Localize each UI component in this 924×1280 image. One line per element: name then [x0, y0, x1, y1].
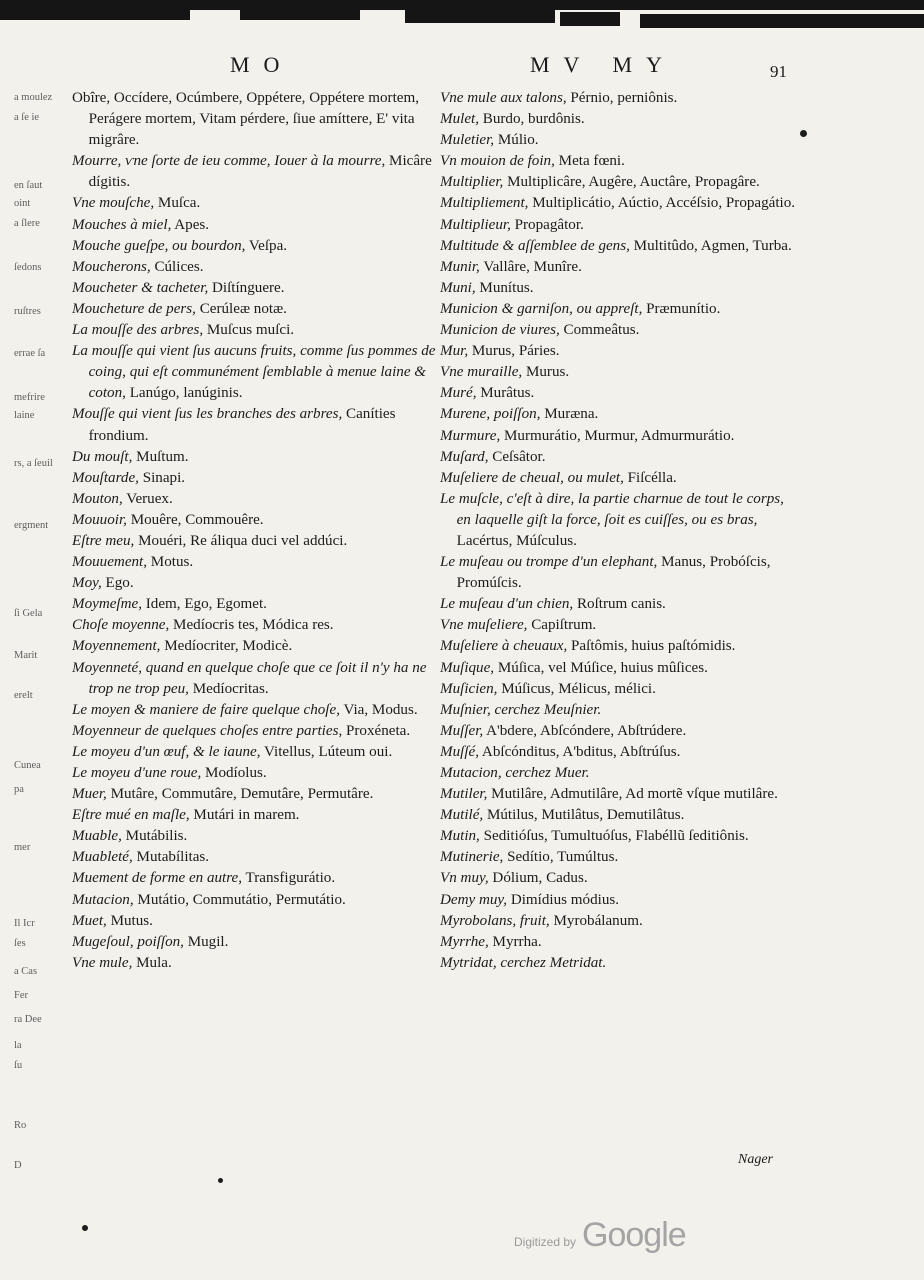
- entry-french: Choſe moyenne,: [72, 617, 170, 634]
- entry-french: Multiplier,: [440, 174, 504, 191]
- entry-latin: Murus, Páries.: [468, 343, 560, 360]
- entry-french: Mouſtarde,: [72, 469, 139, 486]
- entry-latin: Idem, Ego, Egomet.: [142, 596, 267, 613]
- entry-french: Mouton,: [72, 490, 123, 507]
- entry-latin: Mutabílitas.: [132, 849, 210, 866]
- entry-french: Le muſeau d'un chien,: [440, 596, 574, 613]
- dictionary-entry: [440, 489, 800, 552]
- catchword: Nager: [738, 1152, 773, 1167]
- entry-latin: Pérnio, perniônis.: [566, 90, 678, 106]
- entry-latin: Roſtrum canis.: [573, 596, 666, 613]
- dictionary-entry: [72, 784, 440, 805]
- entry-french: Eſtre mué en maſle,: [72, 807, 190, 824]
- entry-french: Mouches à miel,: [72, 216, 172, 233]
- dictionary-entry: [440, 236, 800, 257]
- entry-french: Murene, poiſſon,: [440, 406, 541, 423]
- entry-latin: Obîre, Occídere, Ocúmbere, Oppétere, Oppétere mortem, Perágere mortem, Vitam pérdere, ſiue amíttere, E' vita migrâre.: [72, 90, 419, 149]
- dictionary-entry: [72, 404, 440, 446]
- dictionary-entry: [72, 826, 440, 847]
- dictionary-entry: [72, 615, 440, 636]
- entry-french: Muſard,: [440, 448, 489, 465]
- dictionary-entry: [440, 193, 800, 214]
- margin-note: a Cas: [14, 966, 38, 977]
- entry-french: Muſeliere à cheuaux,: [440, 638, 568, 655]
- margin-note: mefrire: [14, 392, 45, 403]
- entry-french: Municion & garniſon, ou appreſt,: [440, 300, 643, 317]
- entry-french: Mutinerie,: [440, 849, 504, 866]
- dictionary-entry: [72, 742, 440, 763]
- entry-french: Moucherons,: [72, 258, 151, 275]
- dictionary-entry: [440, 784, 800, 805]
- dictionary-entry: [440, 278, 800, 299]
- entry-french: Moucheture de pers,: [72, 300, 196, 317]
- margin-note: D: [14, 1160, 22, 1171]
- entry-french: Vne mouſche,: [72, 195, 155, 212]
- dictionary-entry: [72, 341, 440, 404]
- running-head-right: MV MY: [530, 52, 677, 77]
- dictionary-entry: [72, 552, 440, 573]
- entry-french: Munir,: [440, 258, 480, 275]
- entry-latin: Murus.: [522, 364, 570, 381]
- ink-spot: [800, 130, 807, 137]
- margin-note: laine: [14, 410, 35, 421]
- entry-latin: Cerúleæ notæ.: [195, 300, 287, 317]
- dictionary-entry: [440, 552, 800, 594]
- entry-latin: Ego.: [101, 575, 134, 592]
- dictionary-entry: [72, 447, 440, 468]
- dictionary-entry: [72, 320, 440, 341]
- dictionary-entry: [72, 805, 440, 826]
- entry-french: Multiplieur,: [440, 216, 511, 233]
- entry-french: Muſeliere de cheual, ou mulet,: [440, 469, 624, 486]
- entry-latin: Medíocritas.: [188, 680, 269, 697]
- entry-latin: Veſpa.: [245, 237, 288, 254]
- entry-french: Muſicien,: [440, 680, 498, 697]
- margin-note: Cunea: [14, 760, 41, 771]
- entry-latin: Vitellus, Lúteum oui.: [260, 743, 393, 760]
- entry-french: La mouſſe qui vient ſus aucuns fruits, comme ſus pommes de coing, qui eſt communément ſemblable à menue laine & coton,: [72, 343, 436, 402]
- dictionary-entry: [72, 658, 440, 700]
- dictionary-entry: [72, 700, 440, 721]
- watermark-prefix: Digitized by: [514, 1235, 577, 1249]
- margin-note: ra Dee: [14, 1014, 42, 1025]
- entry-french: Muable,: [72, 828, 122, 845]
- entry-french: Moucheter & tacheter,: [72, 279, 209, 296]
- entry-latin: Mouêre, Commouêre.: [126, 511, 264, 528]
- entry-latin: Sinapi.: [138, 469, 186, 486]
- entry-french: Vne mule aux talons,: [440, 90, 567, 106]
- entry-latin: A'bdere, Abſcóndere, Abſtrúdere.: [483, 722, 687, 739]
- dictionary-entry: [72, 88, 440, 151]
- entry-latin: Mutábilis.: [121, 828, 188, 845]
- entry-latin: Mutári in marem.: [189, 807, 300, 824]
- entry-french: Multitude & aſſemblee de gens,: [440, 237, 630, 254]
- dictionary-entry: [72, 721, 440, 742]
- entry-latin: Veruex.: [122, 490, 173, 507]
- margin-note: ſi Gela: [14, 608, 43, 619]
- entry-french: Muré,: [440, 385, 477, 402]
- dictionary-entry: [440, 805, 800, 826]
- entry-french: Moy,: [72, 575, 102, 592]
- entry-latin: Vallâre, Munîre.: [479, 258, 582, 275]
- dictionary-entry: [440, 88, 800, 109]
- entry-latin: Mugil.: [183, 933, 229, 950]
- entry-french: Vne mule,: [72, 954, 133, 971]
- entry-french: Mouuement,: [72, 554, 148, 571]
- entry-latin: Myrobálanum.: [549, 912, 643, 929]
- entry-french: Murmure,: [440, 427, 501, 444]
- entry-french: Muer,: [72, 786, 107, 803]
- dictionary-entry: [440, 257, 800, 278]
- entry-latin: Sedítio, Tumúltus.: [503, 849, 619, 866]
- entry-latin: Mouéri, Re áliqua duci vel addúci.: [134, 532, 348, 549]
- dictionary-entry: [440, 890, 800, 911]
- entry-latin: Mútilus, Mutilâtus, Demutilâtus.: [483, 807, 685, 824]
- entry-latin: Dólium, Cadus.: [488, 870, 588, 887]
- entry-latin: Apes.: [171, 216, 210, 233]
- dictionary-entry: [440, 721, 800, 742]
- margin-note: la: [14, 1040, 22, 1051]
- dictionary-entry: [72, 953, 440, 974]
- dictionary-entry: [440, 320, 800, 341]
- margin-notes: [0, 0, 70, 1230]
- entry-latin: Mutátio, Commutátio, Permutátio.: [133, 891, 346, 908]
- dictionary-entry: [440, 826, 800, 847]
- entry-french: Le muſeau ou trompe d'un elephant,: [440, 554, 658, 571]
- entry-latin: Múſica, vel Múſice, huius mûſices.: [494, 659, 708, 676]
- left-column: [72, 88, 440, 974]
- dictionary-entry: [440, 404, 800, 425]
- entry-latin: Meta fœni.: [554, 153, 625, 170]
- entry-french: Mutacion, cerchez Muer.: [440, 765, 590, 781]
- entry-french: Myrobolans, fruit,: [440, 912, 550, 929]
- dictionary-entry: [72, 763, 440, 784]
- dictionary-entry: [440, 109, 800, 130]
- entry-latin: Múlio.: [494, 132, 539, 149]
- entry-french: Muſſé,: [440, 743, 479, 760]
- entry-french: Mourre, ѵne ſorte de ieu comme, Iouer à la mourre,: [72, 153, 386, 170]
- dictionary-entry: [440, 658, 800, 679]
- dictionary-entry: [72, 299, 440, 320]
- dictionary-entry: [440, 341, 800, 362]
- dictionary-entry: [72, 489, 440, 510]
- margin-note: a moulez: [14, 92, 53, 103]
- dictionary-entry: [440, 172, 800, 193]
- entry-latin: Muræna.: [540, 406, 599, 423]
- entry-french: Du mouſt,: [72, 448, 133, 465]
- entry-french: Muſique,: [440, 659, 495, 676]
- entry-french: Le moyeu d'un œuf, & le iaune,: [72, 743, 261, 760]
- entry-french: Mouuoir,: [72, 511, 127, 528]
- entry-french: Mutiler,: [440, 786, 488, 803]
- dictionary-entry: [440, 679, 800, 700]
- entry-latin: Muſcus muſci.: [203, 322, 295, 339]
- entry-latin: Micâre dígitis.: [88, 153, 432, 191]
- dictionary-entry: [72, 890, 440, 911]
- entry-latin: Commeâtus.: [559, 322, 640, 339]
- margin-note: a ſlere: [14, 218, 40, 229]
- dictionary-entry: [440, 215, 800, 236]
- entry-french: Multipliement,: [440, 195, 529, 212]
- entry-latin: Murâtus.: [476, 385, 535, 402]
- ink-spot: [82, 1225, 88, 1231]
- entry-latin: Fiſcélla.: [623, 469, 677, 486]
- dictionary-entry: [440, 911, 800, 932]
- entry-french: Moyennement,: [72, 638, 161, 655]
- margin-note: erelt: [14, 690, 33, 701]
- margin-note: Marit: [14, 650, 38, 661]
- dictionary-entry: [440, 953, 800, 974]
- entry-latin: Motus.: [147, 554, 194, 571]
- entry-french: Muet,: [72, 912, 107, 929]
- entry-french: Vn muy,: [440, 870, 489, 887]
- entry-french: Le muſcle, c'eſt à dire, la partie charnue de tout le corps, en laquelle giſt la force, ſoit es cuiſſes, ou es bras,: [440, 490, 784, 528]
- dictionary-entry: [440, 700, 800, 721]
- entry-french: Vn mouion de foin,: [440, 153, 555, 170]
- entry-latin: Múſicus, Mélicus, mélici.: [497, 680, 656, 697]
- dictionary-entry: [72, 468, 440, 489]
- entry-latin: Paſtômis, huius paſtómidis.: [567, 638, 736, 655]
- dictionary-entry: [72, 510, 440, 531]
- right-column: [440, 88, 800, 974]
- dictionary-entry: [440, 636, 800, 657]
- margin-note: en ſaut: [14, 180, 43, 191]
- dictionary-entry: [440, 130, 800, 151]
- margin-note: ruſtres: [14, 306, 41, 317]
- dictionary-entry: [72, 932, 440, 953]
- dictionary-entry: [72, 236, 440, 257]
- dictionary-entry: [72, 868, 440, 889]
- entry-french: Mur,: [440, 343, 469, 360]
- dictionary-entry: [72, 151, 440, 193]
- entry-french: Mytridat, cerchez Metridat.: [440, 954, 607, 971]
- dictionary-entry: [72, 911, 440, 932]
- entry-latin: Caníties frondium.: [88, 406, 396, 444]
- entry-latin: Multitûdo, Agmen, Turba.: [629, 237, 792, 254]
- dictionary-entry: [440, 763, 800, 784]
- entry-latin: Modíolus.: [201, 765, 267, 781]
- entry-french: Muableté,: [72, 849, 133, 866]
- running-head-left: MO: [230, 52, 294, 77]
- entry-latin: Medíocris tes, Módica res.: [169, 617, 334, 634]
- dictionary-entry: [440, 932, 800, 953]
- margin-note: rs, a ſeuil: [14, 458, 53, 469]
- entry-latin: Cúlices.: [150, 258, 204, 275]
- margin-note: Fer: [14, 990, 28, 1001]
- dictionary-entry: [440, 615, 800, 636]
- entry-latin: Seditióſus, Tumultuóſus, Flabéllũ ſeditiônis.: [479, 828, 749, 845]
- entry-french: Mutin,: [440, 828, 480, 845]
- entry-french: Moymeſme,: [72, 596, 142, 613]
- entry-latin: Medíocriter, Modicè.: [160, 638, 293, 655]
- margin-note: ſes: [14, 938, 26, 949]
- entry-french: Mulet,: [440, 111, 479, 128]
- entry-french: Moyenneté, quand en quelque choſe que ce ſoit il n'y ha ne trop ne trop peu,: [72, 659, 427, 697]
- entry-french: Le moyen & maniere de faire quelque choſe,: [72, 701, 340, 718]
- dictionary-entry: [440, 868, 800, 889]
- entry-latin: Dimídius módius.: [507, 891, 620, 908]
- entry-latin: Muſtum.: [132, 448, 189, 465]
- entry-french: Muletier,: [440, 132, 495, 149]
- entry-latin: Mula.: [132, 954, 172, 971]
- dictionary-entry: [72, 847, 440, 868]
- entry-latin: Murmurátio, Murmur, Admurmurátio.: [500, 427, 735, 444]
- entry-latin: Multiplicâre, Augêre, Auctâre, Propagâre.: [503, 174, 760, 191]
- dictionary-entry: [440, 426, 800, 447]
- entry-latin: Transfigurátio.: [242, 870, 336, 887]
- dictionary-entry: [72, 193, 440, 214]
- entry-french: Moyenneur de quelques choſes entre parties,: [72, 722, 343, 739]
- dictionary-entry: [440, 742, 800, 763]
- entry-french: Vne muſeliere,: [440, 617, 528, 634]
- entry-latin: Multiplicátio, Aúctio, Accéſsio, Propagátio.: [528, 195, 796, 212]
- dictionary-entry: [440, 468, 800, 489]
- margin-note: errae ſa: [14, 348, 46, 359]
- dictionary-entry: [440, 362, 800, 383]
- ink-spot: [218, 1178, 223, 1183]
- google-logo: Google: [582, 1216, 686, 1254]
- entry-french: Muſſer,: [440, 722, 484, 739]
- entry-latin: Proxéneta.: [342, 722, 411, 739]
- entry-latin: Propagâtor.: [510, 216, 584, 233]
- dictionary-entry: [72, 573, 440, 594]
- dictionary-entry: [72, 594, 440, 615]
- scan-top-edge: [0, 0, 924, 34]
- entry-latin: Lacértus, Múſculus.: [456, 532, 577, 549]
- entry-french: Vne muraille,: [440, 364, 523, 381]
- margin-note: mer: [14, 842, 31, 853]
- entry-latin: Munítus.: [475, 279, 534, 296]
- margin-note: a ſe ie: [14, 112, 40, 123]
- entry-latin: Mutâre, Commutâre, Demutâre, Permutâre.: [106, 786, 374, 803]
- margin-note: ſu: [14, 1060, 23, 1071]
- entry-latin: Myrrha.: [488, 933, 542, 950]
- dictionary-entry: [440, 383, 800, 404]
- entry-latin: Mutilâre, Admutilâre, Ad mortẽ vſque mutilâre.: [487, 786, 778, 803]
- entry-french: Demy muy,: [440, 891, 508, 908]
- entry-latin: Manus, Probóſcis, Promúſcis.: [456, 554, 771, 592]
- dictionary-entry: [440, 299, 800, 320]
- margin-note: oint: [14, 198, 31, 209]
- entry-french: Le moyeu d'une roue,: [72, 765, 202, 781]
- dictionary-entry: [72, 531, 440, 552]
- margin-note: pa: [14, 784, 24, 795]
- entry-latin: Mutus.: [106, 912, 153, 929]
- entry-french: Muni,: [440, 279, 476, 296]
- dictionary-entry: [440, 847, 800, 868]
- entry-latin: Abſcónditus, A'bditus, Abſtrúſus.: [478, 743, 681, 760]
- dictionary-entry: [72, 278, 440, 299]
- dictionary-entry: [440, 447, 800, 468]
- entry-latin: Diſtínguere.: [208, 279, 285, 296]
- entry-french: Mouche gueſpe, ou bourdon,: [72, 237, 246, 254]
- page-number: 91: [770, 62, 787, 81]
- margin-note: Ro: [14, 1120, 27, 1131]
- entry-latin: Lanúgo, lanúginis.: [125, 385, 243, 402]
- entry-french: Municion de viures,: [440, 322, 560, 339]
- entry-latin: Præmunítio.: [642, 300, 721, 317]
- entry-french: La mouſſe des arbres,: [72, 322, 204, 339]
- margin-note: ſedons: [14, 262, 42, 273]
- dictionary-entry: [72, 215, 440, 236]
- margin-note: Il Icr: [14, 918, 35, 929]
- entry-french: Muſnier, cerchez Meuſnier.: [440, 701, 602, 718]
- dictionary-entry: [72, 636, 440, 657]
- entry-french: Mouſſe qui vient ſus les branches des arbres,: [72, 406, 343, 423]
- entry-latin: Ceſsâtor.: [488, 448, 546, 465]
- dictionary-entry: [440, 594, 800, 615]
- dictionary-entry: [72, 257, 440, 278]
- entry-french: Muement de forme en autre,: [72, 870, 243, 887]
- entry-latin: Muſca.: [154, 195, 201, 212]
- entry-french: Mutacion,: [72, 891, 134, 908]
- entry-french: Mugeſoul, poiſſon,: [72, 933, 184, 950]
- digitized-watermark: [514, 1216, 686, 1255]
- entry-french: Mutilé,: [440, 807, 484, 824]
- entry-latin: Via, Modus.: [339, 701, 418, 718]
- entry-french: Eſtre meu,: [72, 532, 135, 549]
- entry-latin: Burdo, burdônis.: [478, 111, 585, 128]
- entry-latin: Capiſtrum.: [527, 617, 597, 634]
- entry-french: Myrrhe,: [440, 933, 489, 950]
- dictionary-entry: [440, 151, 800, 172]
- margin-note: ergment: [14, 520, 49, 531]
